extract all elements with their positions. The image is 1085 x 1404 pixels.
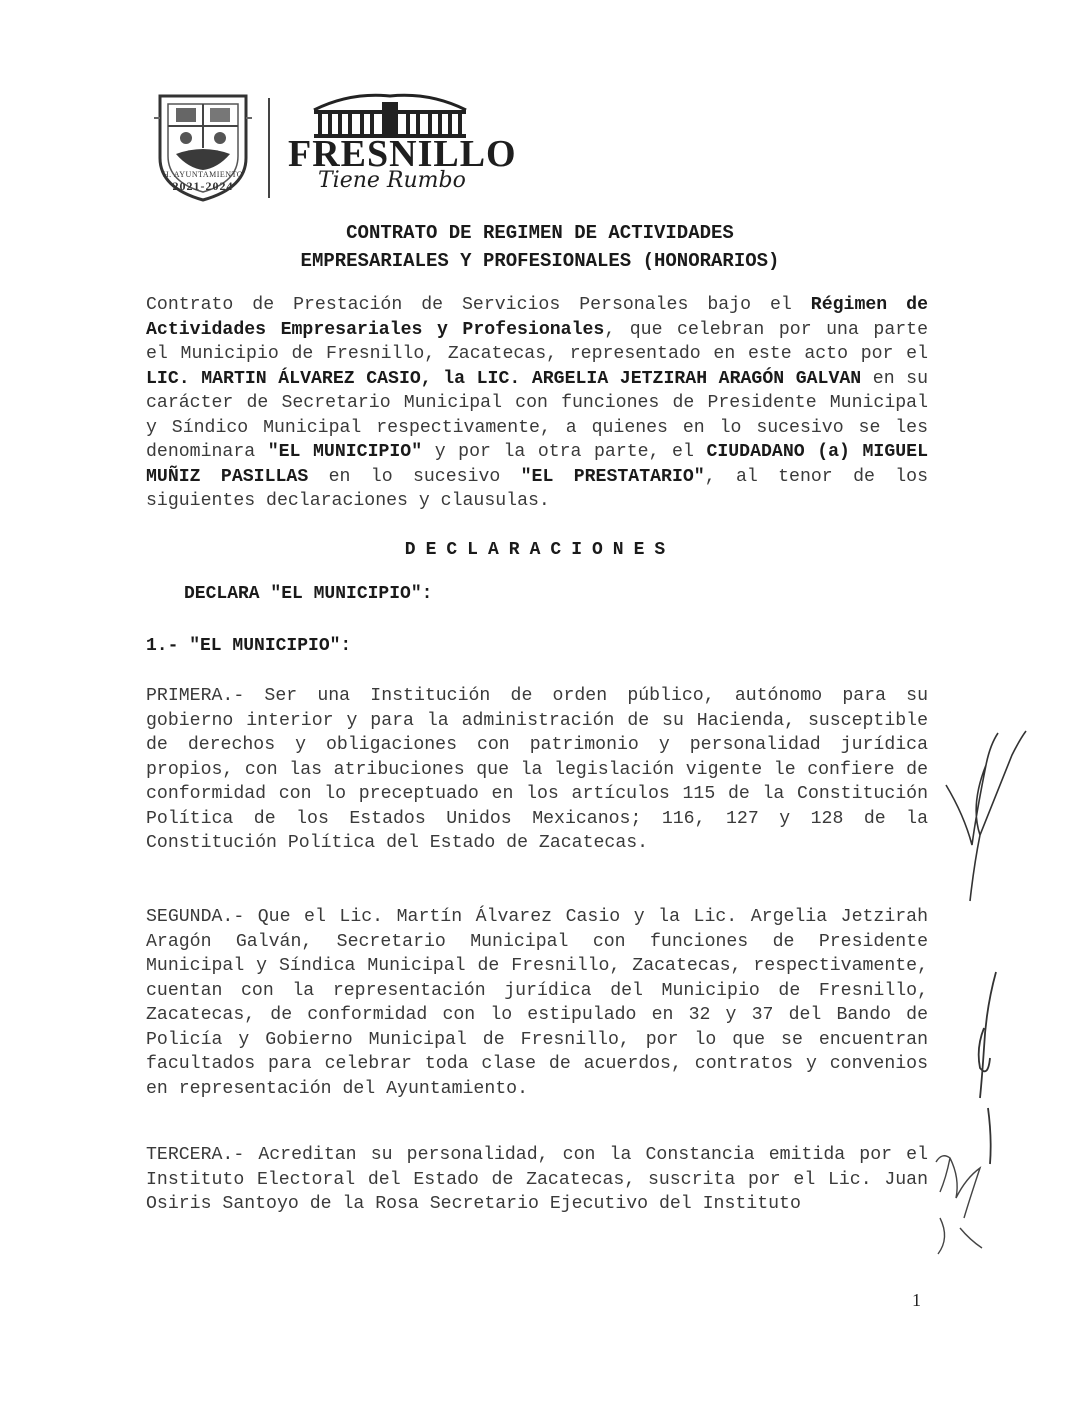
section-1-heading: 1.- "EL MUNICIPIO": bbox=[146, 636, 352, 656]
header-divider bbox=[268, 98, 270, 198]
brand-name: FRESNILLO bbox=[288, 133, 517, 175]
intro-text-1: Contrato de Prestación de Servicios Personales bajo el bbox=[146, 295, 811, 315]
page-number: 1 bbox=[912, 1290, 921, 1310]
declara-heading: DECLARA "EL MUNICIPIO": bbox=[184, 584, 433, 604]
brand-tagline: Tiene Rumbo bbox=[318, 168, 466, 193]
intro-text-6: , al tenor de los siguientes declaraciones y clausulas. bbox=[146, 466, 928, 511]
signature-initials-3-icon bbox=[920, 1148, 990, 1258]
intro-bold-prestatario: "EL PRESTATARIO" bbox=[520, 466, 705, 487]
document-title-line-2: EMPRESARIALES Y PROFESIONALES (HONORARIOS) bbox=[300, 250, 780, 272]
seal-caption-top: H. AYUNTAMIENTO bbox=[162, 170, 244, 179]
intro-text-3: en su carácter de Secretario Municipal con funciones de Presidente Municipal y Síndico Municipal respectivamente, a quienes en lo sucesivo se les denominara bbox=[146, 368, 928, 462]
intro-bold-representatives: LIC. MARTIN ÁLVAREZ CASIO, la LIC. ARGELIA JETZIRAH ARAGÓN GALVAN bbox=[146, 368, 862, 389]
signature-initials-2-icon bbox=[966, 968, 1006, 1168]
intro-text-2: , que celebran por una parte el Municipio de Fresnillo, Zacatecas, representado en este acto por el bbox=[146, 319, 928, 364]
intro-bold-municipio: "EL MUNICIPIO" bbox=[267, 442, 423, 462]
intro-text-4: y por la otra parte, el bbox=[422, 442, 707, 462]
document-title-line-1: CONTRATO DE REGIMEN DE ACTIVIDADES bbox=[346, 222, 734, 244]
intro-paragraph bbox=[146, 293, 928, 514]
clause-primera: PRIMERA.- Ser una Institución de orden público, autónomo para su gobierno interior y para la administración de su Hacienda, susceptible de derechos y obligaciones con patrimonio y personalidad jurídica propios, con las atribuciones que la legislación vigente le confiere de conformidad con lo preceptuado en los artículos 115 de la Constitución Política de los Estados Unidos Mexicanos; 116, 127 y 128 de la Constitución Política del Estado de Zacatecas. bbox=[146, 686, 928, 853]
clause-tercera: TERCERA.- Acreditan su personalidad, con la Constancia emitida por el Instituto Electoral del Estado de Zacatecas, suscrita por el Lic. Juan Osiris Santoyo de la Rosa Secretario Ejecutivo del Instituto bbox=[146, 1145, 928, 1214]
signature-initials-1-icon bbox=[940, 725, 1030, 905]
clause-segunda: SEGUNDA.- Que el Lic. Martín Álvarez Casio y la Lic. Argelia Jetzirah Aragón Galván, Secretario Municipal con funciones de Presidente Municipal y Síndica Municipal de Fresnillo, Zacatecas, respectivamente, cuentan con la representación jurídica del Municipio de Fresnillo, Zacatecas, de conformidad con lo estipulado en 32 y 37 del Bando de Policía y Gobierno Municipal de Fresnillo, por lo que se encuentran facultados para celebrar toda clase de acuerdos, contratos y convenios en representación del Ayuntamiento. bbox=[146, 907, 928, 1099]
seal-caption bbox=[140, 170, 266, 194]
declaraciones-heading: DECLARACIONES bbox=[404, 540, 676, 560]
intro-bold-regimen: Régimen de Actividades Empresariales y Profesionales bbox=[146, 295, 928, 340]
intro-bold-ciudadano: CIUDADANO (a) MIGUEL MUÑIZ PASILLAS bbox=[146, 442, 928, 487]
seal-caption-years: 2021-2024 bbox=[172, 179, 234, 193]
intro-text-5: en lo sucesivo bbox=[308, 466, 521, 487]
